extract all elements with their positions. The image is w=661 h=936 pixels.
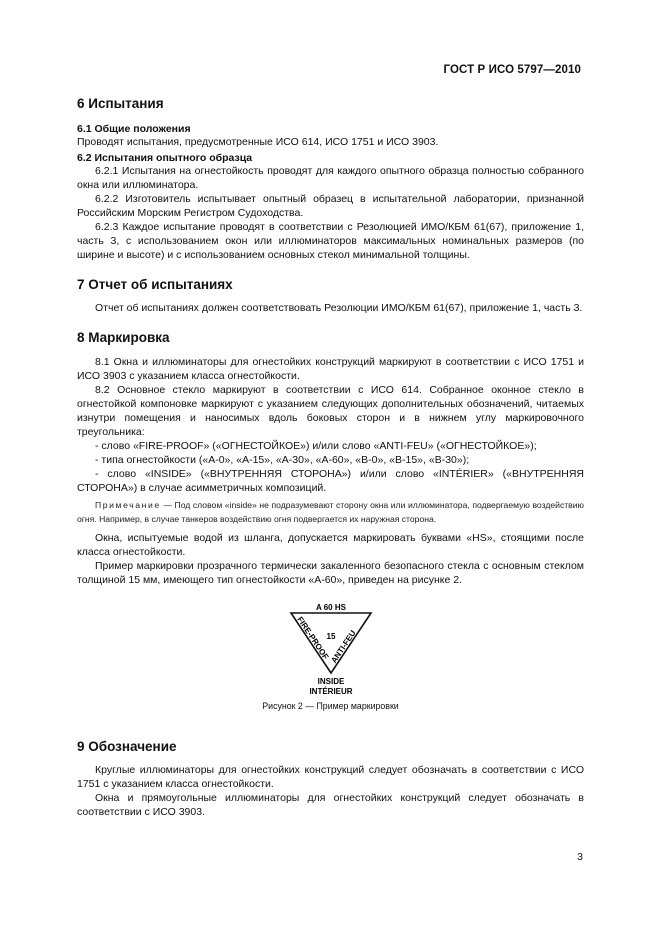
figure-center-text: 15 (326, 632, 335, 641)
figure-top-text: A 60 HS (315, 603, 346, 612)
section-6-1-title: 6.1 Общие положения (77, 123, 191, 135)
paragraph-8-2: 8.2 Основное стекло маркируют в соответствии с ИСО 614. Собранное оконное стекло в огнестойкой компоновке маркируют с указанием следующих дополнительных обозначений, читаемых изнутри помещения и наносимых вдоль боковых сторон и в нижнем углу маркировочного треугольника: (77, 384, 584, 438)
note-text: — Под словом «inside» не подразумевают сторону окна или иллюминатора, подвергаемую воздействию огня. Например, в случае танкеров воздействию огня подвергается их наружная сторона. (77, 500, 584, 524)
figure-bottom-text-1: INSIDE (317, 677, 344, 686)
figure-caption: Рисунок 2 — Пример маркировки (262, 701, 399, 711)
section-7-title: 7 Отчет об испытаниях (77, 277, 233, 292)
list-item: - слово «INSIDE» («ВНУТРЕННЯЯ СТОРОНА») и/или слово «INTÉRIER» («ВНУТРЕННЯЯ СТОРОНА») в случае асимметричных композиций. (77, 468, 584, 494)
paragraph-6-2-3: 6.2.3 Каждое испытание проводят в соответствии с Резолюцией ИМО/КБМ 61(67), приложение 1, часть 3, с использованием окон или иллюминаторов максимальных номинальных размеров (по ширине и высоте) и с использованием основных стекол минимальной толщины. (77, 221, 584, 261)
paragraph-example: Пример маркировки прозрачного термически закаленного безопасного стекла с основным стеклом толщиной 15 мм, имеющего тип огнестойкости «А-60», приведен на рисунке 2. (77, 560, 584, 586)
note (77, 499, 584, 526)
figure-right-text: ANTI-FEU (328, 628, 358, 665)
document-content (77, 96, 584, 819)
section-9-title: 9 Обозначение (77, 739, 177, 754)
note-label: Примечание (95, 500, 161, 510)
list-item: - типа огнестойкости («А-0», «А-15», «А-30», «А-60», «В-0», «В-15», «В-30»); (95, 454, 470, 466)
marking-triangle-figure (261, 601, 401, 697)
section-6-title: 6 Испытания (77, 96, 164, 111)
figure-left-text: FIRE-PROOF (294, 615, 330, 662)
list-item: - слово «FIRE-PROOF» («ОГНЕСТОЙКОЕ») и/или слово «ANTI-FEU» («ОГНЕСТОЙКОЕ»); (95, 440, 537, 452)
paragraph-6-2-1: 6.2.1 Испытания на огнестойкость проводят для каждого опытного образца полностью собранного окна или иллюминатора. (77, 165, 584, 191)
page-number: 3 (577, 851, 583, 863)
document-header: ГОСТ Р ИСО 5797—2010 (443, 64, 581, 76)
figure-2 (77, 601, 584, 697)
section-6-2-title: 6.2 Испытания опытного образца (77, 152, 253, 164)
figure-bottom-text-2: INTÉRIEUR (308, 687, 353, 696)
paragraph-hose: Окна, испытуемые водой из шланга, допускается маркировать буквами «HS», стоящими после класса огнестойкости. (77, 532, 584, 558)
paragraph-9-2: Окна и прямоугольные иллюминаторы для огнестойких конструкций следует обозначать в соответствии с ИСО 3903. (77, 792, 584, 818)
paragraph-6-2-2: 6.2.2 Изготовитель испытывает опытный образец в испытательной лаборатории, признанной Российским Морским Регистром Судоходства. (77, 193, 584, 219)
paragraph-7: Отчет об испытаниях должен соответствовать Резолюции ИМО/КБМ 61(67), приложение 1, часть 3. (95, 302, 583, 314)
section-8-title: 8 Маркировка (77, 330, 170, 345)
paragraph-9-1: Круглые иллюминаторы для огнестойких конструкций следует обозначать в соответствии с ИСО 1751 с указанием класса огнестойкости. (77, 764, 584, 790)
paragraph-8-1: 8.1 Окна и иллюминаторы для огнестойких конструкций маркируют в соответствии с ИСО 1751 и ИСО 3903 с указанием класса огнестойкости. (77, 356, 584, 382)
section-6-1-text: Проводят испытания, предусмотренные ИСО 614, ИСО 1751 и ИСО 3903. (77, 136, 439, 148)
